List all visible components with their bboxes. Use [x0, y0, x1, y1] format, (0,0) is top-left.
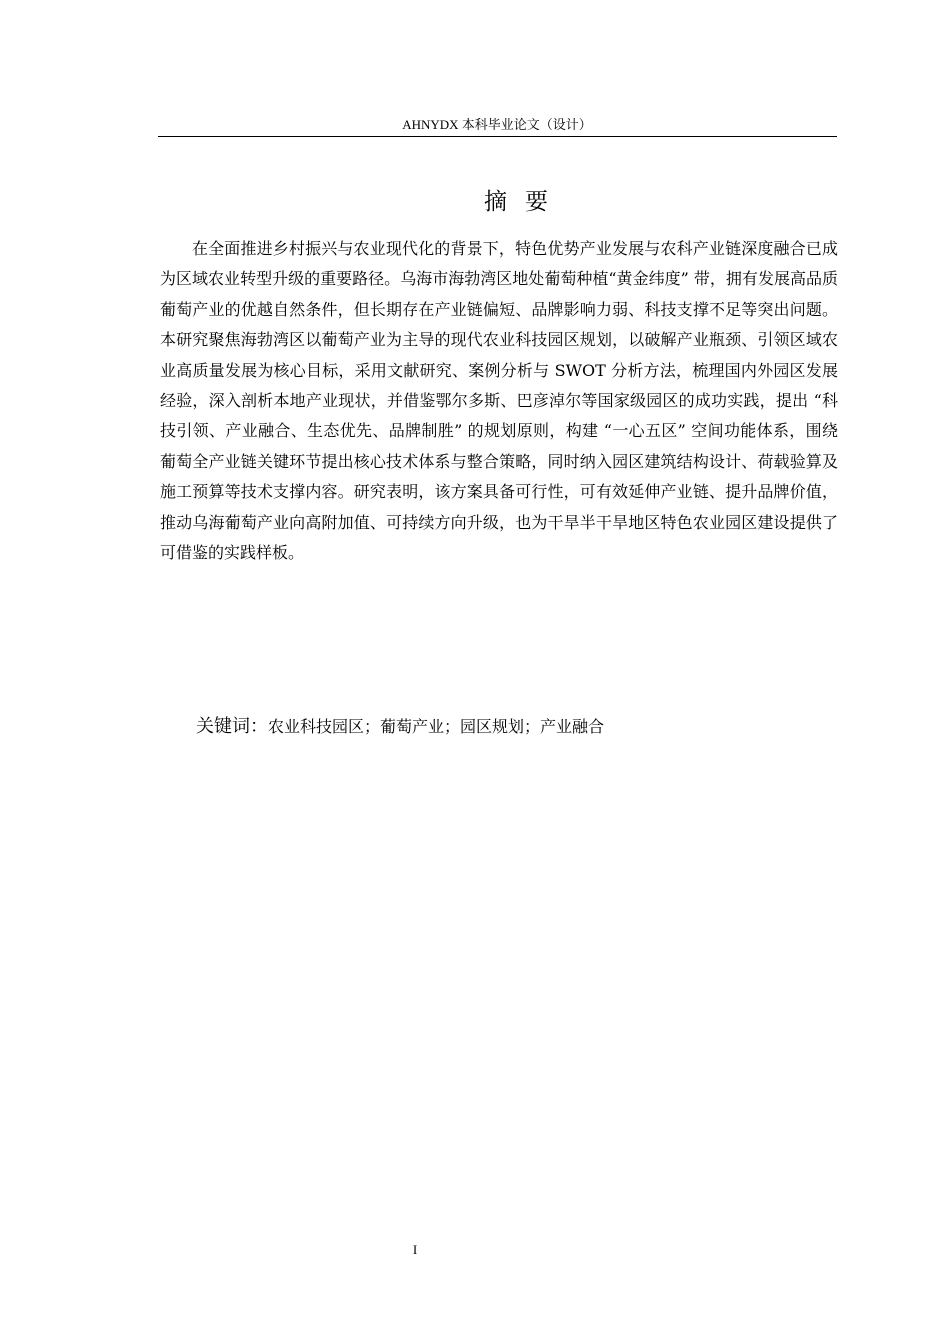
keywords-line	[196, 712, 836, 742]
keywords-text: 农业科技园区；葡萄产业；园区规划；产业融合	[268, 717, 605, 736]
abstract-body: 在全面推进乡村振兴与农业现代化的背景下，特色优势产业发展与农科产业链深度融合已成为区域农业转型升级的重要路径。乌海市海勃湾区地处葡萄种植“黄金纬度” 带，拥有发展高品质葡萄产业的优越自然条件，但长期存在产业链偏短、品牌影响力弱、科技支撑不足等突出问题。本研究聚焦海勃湾区以葡萄产业为主导的现代农业科技园区规划，以破解产业瓶颈、引领区域农业高质量发展为核心目标，采用文献研究、案例分析与 SWOT 分析方法，梳理国内外园区发展经验，深入剖析本地产业现状，并借鉴鄂尔多斯、巴彦淖尔等国家级园区的成功实践，提出 “科技引领、产业融合、生态优先、品牌制胜” 的规划原则，构建 “一心五区” 空间功能体系，围绕葡萄全产业链关键环节提出核心技术体系与整合策略，同时纳入园区建筑结构设计、荷载验算及施工预算等技术支撑内容。研究表明，该方案具备可行性，可有效延伸产业链、提升品牌价值，推动乌海葡萄产业向高附加值、可持续方向升级，也为干旱半干旱地区特色农业园区建设提供了可借鉴的实践样板。	[160, 239, 838, 563]
abstract-title: 摘要	[484, 189, 566, 215]
page-number: I	[412, 1242, 418, 1257]
running-header: AHNYDX 本科毕业论文（设计）	[402, 117, 592, 132]
header-divider	[158, 136, 837, 137]
keywords-label: 关键词：	[196, 716, 268, 737]
